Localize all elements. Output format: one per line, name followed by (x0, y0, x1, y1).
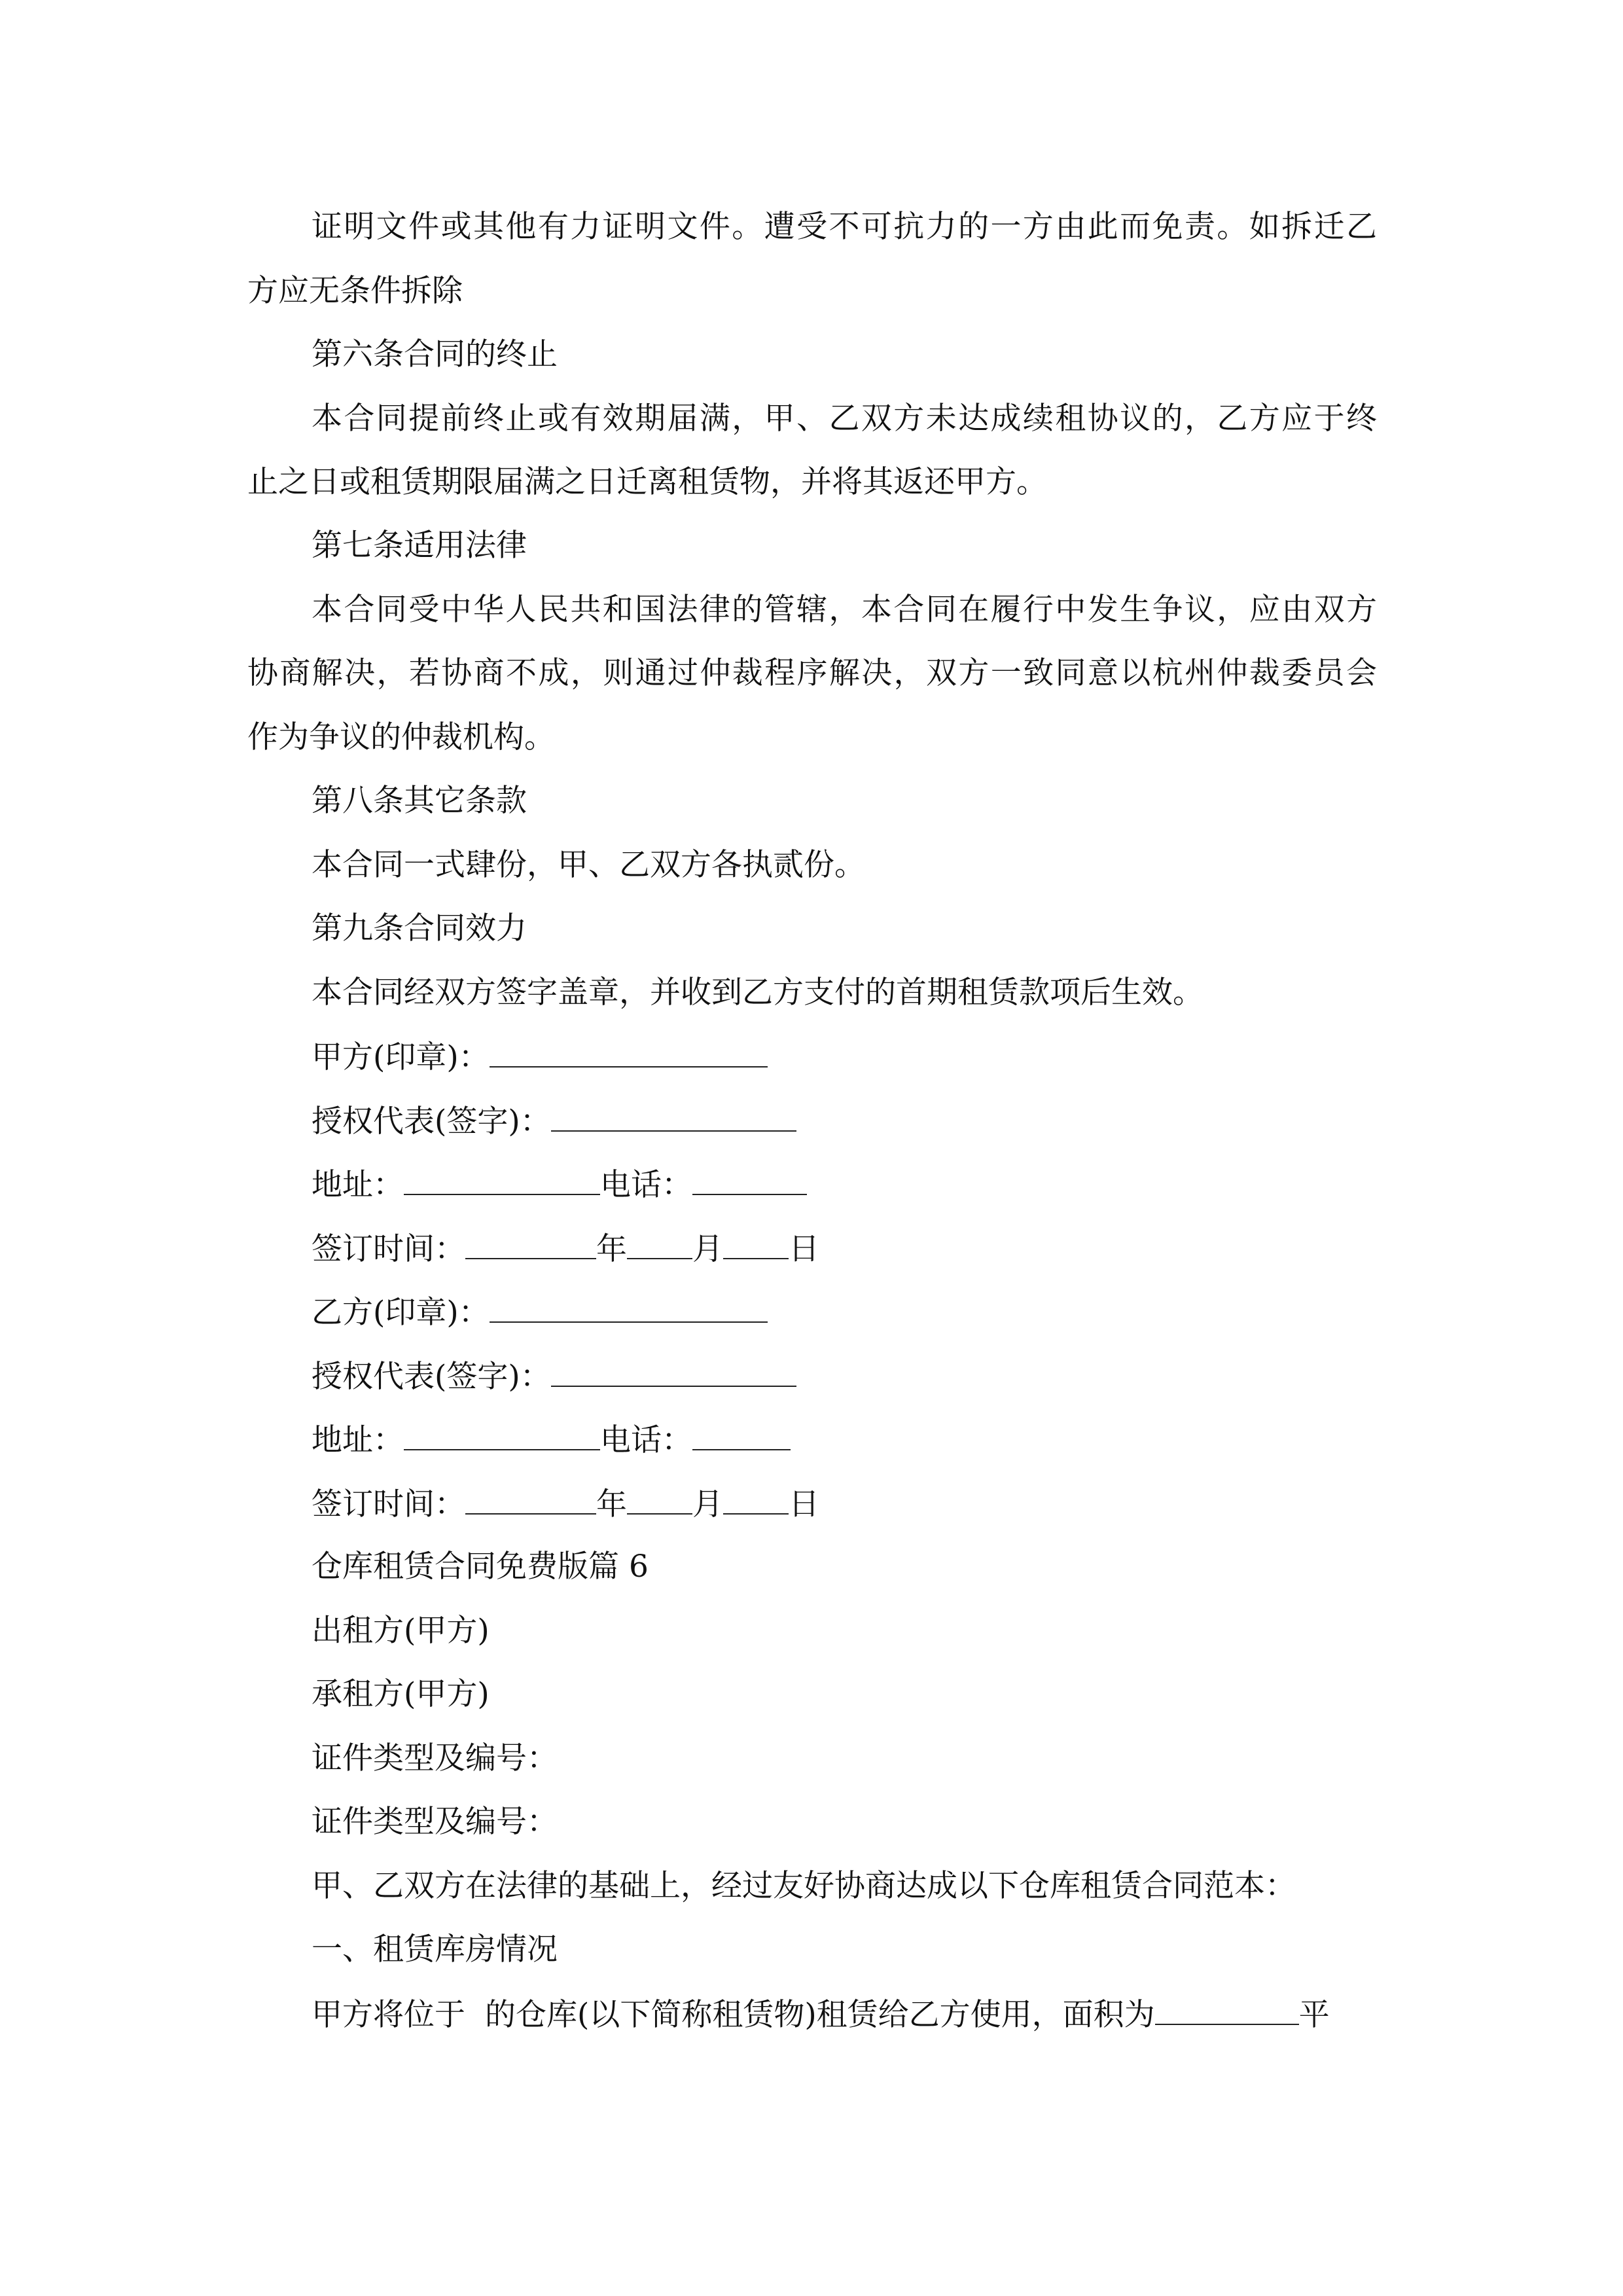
party-a-year-blank[interactable] (465, 1229, 596, 1259)
party-a-seal-blank[interactable] (490, 1037, 768, 1067)
party-a-rep-line: 授权代表(签字)： (312, 1102, 1623, 1141)
area-blank[interactable] (1155, 1995, 1299, 2025)
article-9-heading: 第九条合同效力 (312, 910, 527, 946)
party-b-address-blank[interactable] (404, 1420, 600, 1450)
party-a-rep-blank[interactable] (551, 1102, 796, 1132)
party-b-seal-line: 乙方(印章)： (312, 1293, 1623, 1332)
section-title: 仓库租赁合同免费版篇 6 (312, 1549, 649, 1585)
paragraph-line: 本合同提前终止或有效期届满，甲、乙双方未达成续租协议的，乙方应于终 (312, 401, 1377, 437)
party-b-rep-line: 授权代表(签字)： (312, 1357, 1623, 1396)
party-a-phone-blank[interactable] (692, 1165, 807, 1195)
party-a-date-line: 签订时间： 年 月 日 (312, 1229, 1623, 1268)
party-a-address-line: 地址： 电话： (312, 1165, 1623, 1204)
party-b-phone-blank[interactable] (692, 1420, 791, 1450)
party-b-date-line: 签订时间： 年 月 日 (312, 1484, 1623, 1524)
paragraph-line: 协商解决，若协商不成，则通过仲裁程序解决，双方一致同意以杭州仲裁委员会 (247, 655, 1377, 691)
lessor-label: 出租方(甲方) (312, 1613, 490, 1649)
party-a-day-blank[interactable] (723, 1229, 789, 1259)
party-b-day-blank[interactable] (723, 1484, 789, 1515)
party-a-address-blank[interactable] (404, 1165, 600, 1195)
paragraph-line: 止之日或租赁期限届满之日迁离租赁物，并将其返还甲方。 (247, 464, 1047, 500)
paragraph-line: 本合同受中华人民共和国法律的管辖，本合同在履行中发生争议，应由双方 (312, 592, 1377, 628)
party-b-address-line: 地址： 电话： (312, 1420, 1623, 1460)
paragraph-line: 本合同一式肆份，甲、乙双方各执贰份。 (312, 847, 865, 883)
article-8-heading: 第八条其它条款 (312, 783, 527, 819)
article-7-heading: 第七条适用法律 (312, 528, 527, 564)
id-type-label: 证件类型及编号： (312, 1740, 558, 1776)
party-b-year-blank[interactable] (465, 1484, 596, 1515)
article-6-heading: 第六条合同的终止 (312, 336, 558, 372)
party-a-seal-line: 甲方(印章)： (312, 1037, 1623, 1077)
lessee-label: 承租方(甲方) (312, 1676, 490, 1712)
paragraph-line: 证明文件或其他有力证明文件。遭受不可抗力的一方由此而免责。如拆迁乙 (312, 209, 1377, 245)
paragraph-line: 甲方将位于 的仓库(以下简称租赁物)租赁给乙方使用，面积为 平 (312, 1995, 1623, 2034)
party-b-seal-blank[interactable] (490, 1293, 768, 1323)
id-type-label: 证件类型及编号： (312, 1804, 558, 1840)
paragraph-line: 方应无条件拆除 (247, 273, 463, 309)
clause-heading: 一、租赁库房情况 (312, 1931, 558, 1967)
paragraph-line: 作为争议的仲裁机构。 (247, 719, 555, 755)
party-a-month-blank[interactable] (627, 1229, 692, 1259)
paragraph-line: 甲、乙双方在法律的基础上，经过友好协商达成以下仓库租赁合同范本： (312, 1868, 1296, 1904)
party-b-month-blank[interactable] (627, 1484, 692, 1515)
paragraph-line: 本合同经双方签字盖章，并收到乙方支付的首期租赁款项后生效。 (312, 975, 1204, 1011)
party-b-rep-blank[interactable] (551, 1357, 796, 1387)
